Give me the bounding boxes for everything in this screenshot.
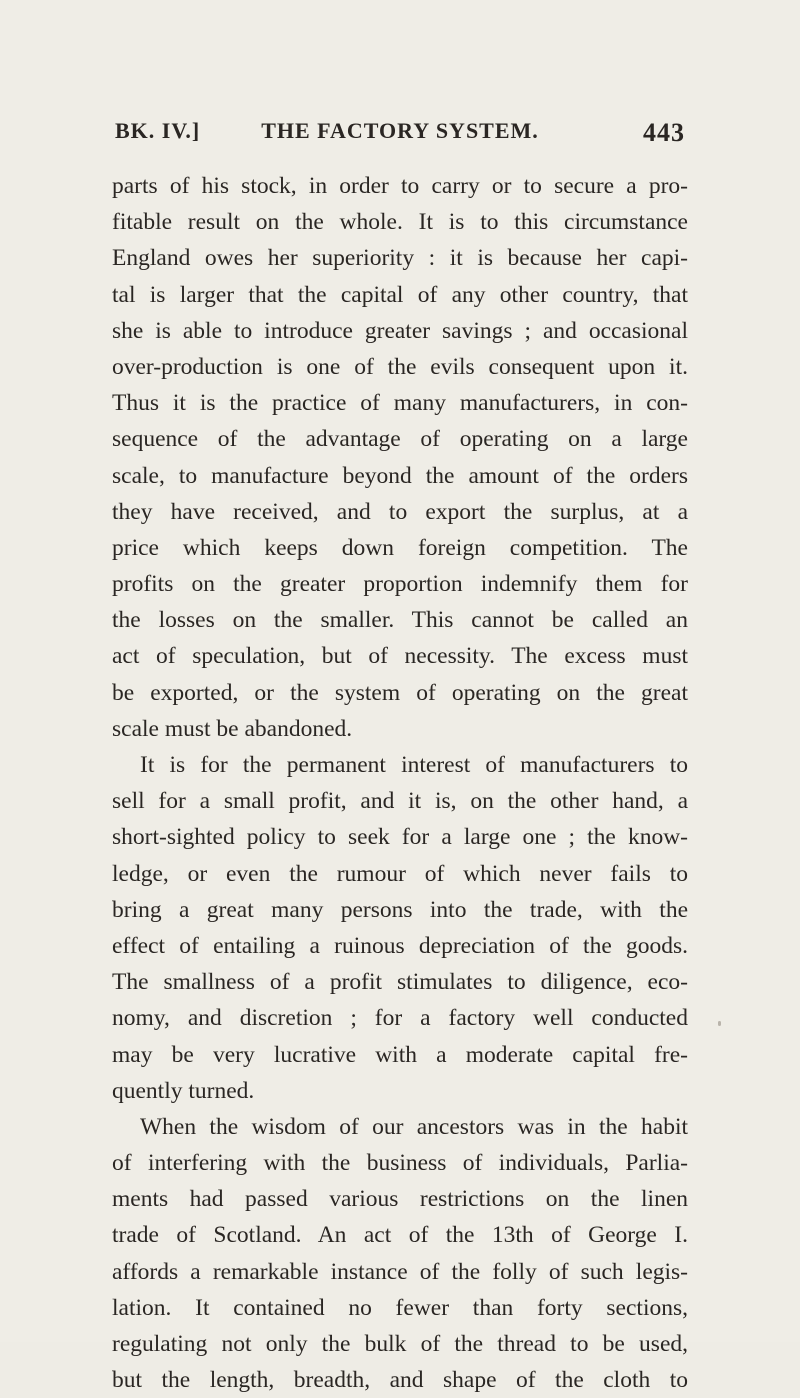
body-text (112, 168, 688, 1398)
text-line: she is able to introduce greater savings ; and occasional (112, 317, 688, 344)
text-line: effect of entailing a ruinous depreciation of the goods. (112, 932, 688, 959)
text-line: scale, to manufacture beyond the amount of the orders (112, 462, 688, 489)
text-line: but the length, breadth, and shape of the cloth to (112, 1367, 688, 1394)
text-line: short-sighted policy to seek for a large one ; the know- (112, 824, 688, 851)
running-title: THE FACTORY SYSTEM. (261, 118, 539, 143)
text-line: tal is larger that the capital of any other country, that (112, 281, 688, 308)
text-line: bring a great many persons into the trade, with the (112, 896, 688, 923)
text-line: of interfering with the business of individuals, Parlia- (112, 1150, 688, 1177)
text-line: Thus it is the practice of many manufacturers, in con- (112, 390, 688, 417)
text-line: lation. It contained no fewer than forty sections, (112, 1294, 688, 1321)
text-line: nomy, and discretion ; for a factory well conducted (112, 1005, 688, 1032)
text-line: parts of his stock, in order to carry or to secure a pro- (112, 173, 688, 199)
text-line: sell for a small profit, and it is, on the other hand, a (112, 788, 688, 815)
paragraph-first-line: When the wisdom of our ancestors was in the habit (140, 1113, 688, 1140)
text-line: over-production is one of the evils consequent upon it. (112, 353, 688, 380)
book-chapter-label: BK. IV.] (115, 118, 201, 143)
text-line: The smallness of a profit stimulates to diligence, eco- (112, 969, 688, 996)
paper-speck (718, 1021, 721, 1026)
text-line: price which keeps down foreign competition. The (112, 534, 688, 561)
paragraph-first-line: It is for the permanent interest of manufacturers to (140, 752, 688, 778)
text-line: regulating not only the bulk of the thread to be used, (112, 1331, 688, 1357)
text-line: be exported, or the system of operating on the great (112, 679, 688, 706)
text-line: fitable result on the whole. It is to this circumstance (112, 209, 688, 236)
text-line: quently turned. (112, 1077, 255, 1104)
text-line: scale must be abandoned. (112, 715, 353, 742)
text-line: the losses on the smaller. This cannot be called an (112, 607, 688, 634)
text-line: affords a remarkable instance of the folly of such legis- (112, 1258, 688, 1285)
text-line: may be very lucrative with a moderate capital fre- (112, 1041, 688, 1068)
text-line: ledge, or even the rumour of which never fails to (112, 860, 688, 887)
text-line: ments had passed various restrictions on the linen (112, 1186, 688, 1213)
text-line: England owes her superiority : it is because her capi- (112, 245, 688, 272)
text-line: they have received, and to export the surplus, at a (112, 498, 688, 525)
page-number: 443 (643, 118, 685, 147)
running-header (115, 118, 685, 150)
text-line: sequence of the advantage of operating on a large (112, 426, 688, 453)
text-line: profits on the greater proportion indemnify them for (112, 571, 688, 598)
text-line: act of speculation, but of necessity. The excess must (112, 643, 688, 670)
text-line: trade of Scotland. An act of the 13th of George I. (112, 1222, 688, 1249)
